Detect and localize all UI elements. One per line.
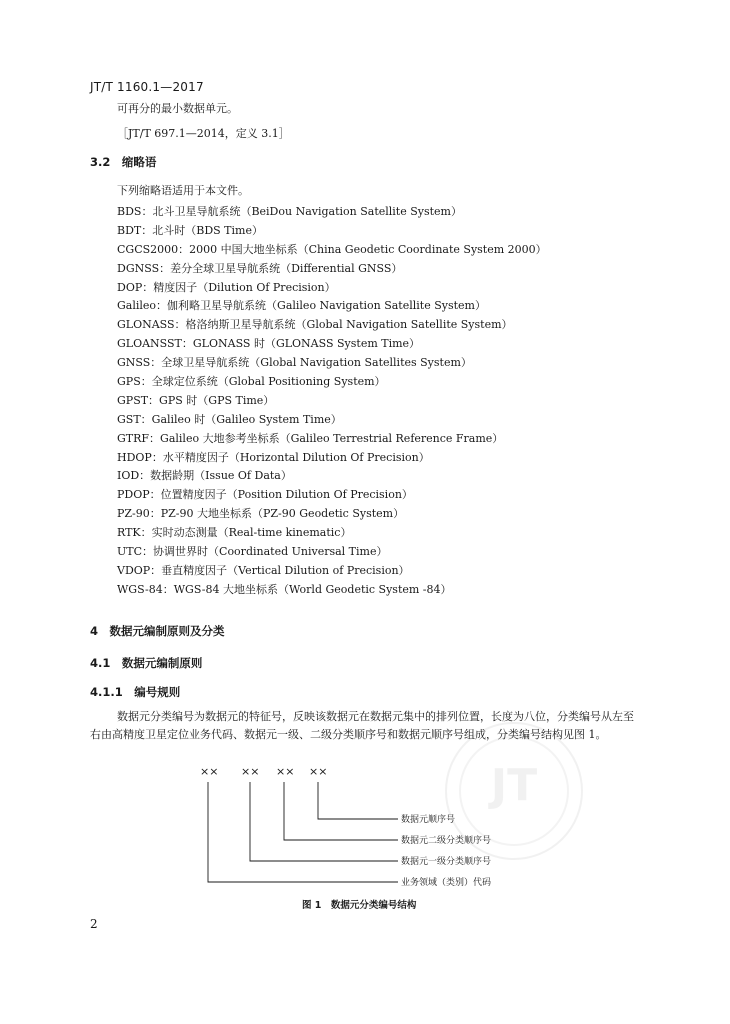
- abbreviation-item: DGNSS：差分全球卫星导航系统（Differential GNSS）: [117, 261, 403, 275]
- label-business-code: 业务领域（类别）代码: [401, 878, 492, 888]
- leader-line-1: [208, 782, 398, 882]
- abbreviation-item: PZ-90：PZ-90 大地坐标系（PZ-90 Geodetic System）: [117, 507, 405, 521]
- leader-line-4: [318, 782, 398, 819]
- abbreviation-item: GST：Galileo 时（Galileo System Time）: [117, 412, 342, 426]
- abbreviation-item: PDOP：位置精度因子（Position Dilution Of Precision）: [117, 488, 413, 502]
- section-4-1-title: 数据元编制原则: [121, 656, 203, 670]
- watermark-text: JT: [490, 760, 538, 811]
- page-number: 2: [90, 917, 98, 931]
- running-header: JT/T 1160.1—2017: [90, 80, 204, 94]
- section-3-2-title: 缩略语: [121, 155, 157, 169]
- abbreviation-item: Galileo：伽利略卫星导航系统（Galileo Navigation Satellite System）: [117, 299, 486, 313]
- definition-reference: ［JT/T 697.1—2014，定义 3.1］: [117, 127, 290, 140]
- section-4-number: 4: [90, 624, 99, 638]
- abbreviation-item: IOD：数据龄期（Issue Of Data）: [117, 469, 292, 483]
- figure-1-caption: 图 1 数据元分类编号结构: [302, 900, 417, 911]
- section-4-1-1-title: 编号规则: [134, 685, 181, 699]
- section-4-title: 数据元编制原则及分类: [109, 624, 225, 638]
- abbreviation-item: RTK：实时动态测量（Real-time kinematic）: [117, 526, 352, 540]
- code-group-1: ××: [200, 765, 219, 778]
- abbreviation-item: GLOANSST：GLONASS 时（GLONASS System Time）: [117, 337, 421, 351]
- leader-line-3: [284, 782, 398, 840]
- label-level2-seq: 数据元二级分类顺序号: [401, 836, 492, 846]
- section-4-1-1-number: 4.1.1: [90, 685, 123, 699]
- label-element-seq: 数据元顺序号: [401, 815, 456, 825]
- abbreviation-item: VDOP：垂直精度因子（Vertical Dilution of Precision）: [117, 563, 410, 577]
- code-group-3: ××: [276, 765, 295, 778]
- numbering-rule-paragraph: 数据元分类编号为数据元的特征号，反映该数据元在数据元集中的排列位置，长度为八位，分类编号从左至右由高精度卫星定位业务代码、数据元一级、二级分类顺序号和数据元顺序号组成，分类编号结构见图 1。: [90, 710, 634, 741]
- leader-line-2: [250, 782, 398, 861]
- abbreviations-intro: 下列缩略语适用于本文件。: [117, 184, 249, 197]
- section-4-1-number: 4.1: [90, 656, 111, 670]
- abbreviation-item: DOP：精度因子（Dilution Of Precision）: [117, 280, 336, 294]
- abbreviation-item: HDOP：水平精度因子（Horizontal Dilution Of Precision）: [117, 450, 430, 464]
- abbreviation-item: GNSS：全球卫星导航系统（Global Navigation Satellites System）: [117, 356, 472, 370]
- abbreviation-item: BDS：北斗卫星导航系统（BeiDou Navigation Satellite System）: [117, 205, 462, 218]
- label-level1-seq: 数据元一级分类顺序号: [401, 857, 492, 867]
- abbreviation-item: GPST：GPS 时（GPS Time）: [117, 393, 275, 407]
- section-3-2-number: 3.2: [90, 155, 111, 169]
- abbreviation-item: BDT：北斗时（BDS Time）: [117, 223, 263, 237]
- abbreviation-item: WGS-84：WGS-84 大地坐标系（World Geodetic System -84）: [117, 582, 452, 596]
- abbreviation-item: GTRF：Galileo 大地参考坐标系（Galileo Terrestrial Reference Frame）: [117, 431, 504, 445]
- code-group-4: ××: [309, 765, 328, 778]
- abbreviation-item: GLONASS：格洛纳斯卫星导航系统（Global Navigation Satellite System）: [117, 318, 513, 332]
- definition-continuation: 可再分的最小数据单元。: [117, 102, 238, 115]
- abbreviation-item: GPS：全球定位系统（Global Positioning System）: [117, 375, 386, 389]
- code-group-2: ××: [241, 765, 260, 778]
- abbreviation-item: CGCS2000：2000 中国大地坐标系（China Geodetic Coordinate System 2000）: [117, 242, 547, 256]
- abbreviation-item: UTC：协调世界时（Coordinated Universal Time）: [117, 545, 388, 559]
